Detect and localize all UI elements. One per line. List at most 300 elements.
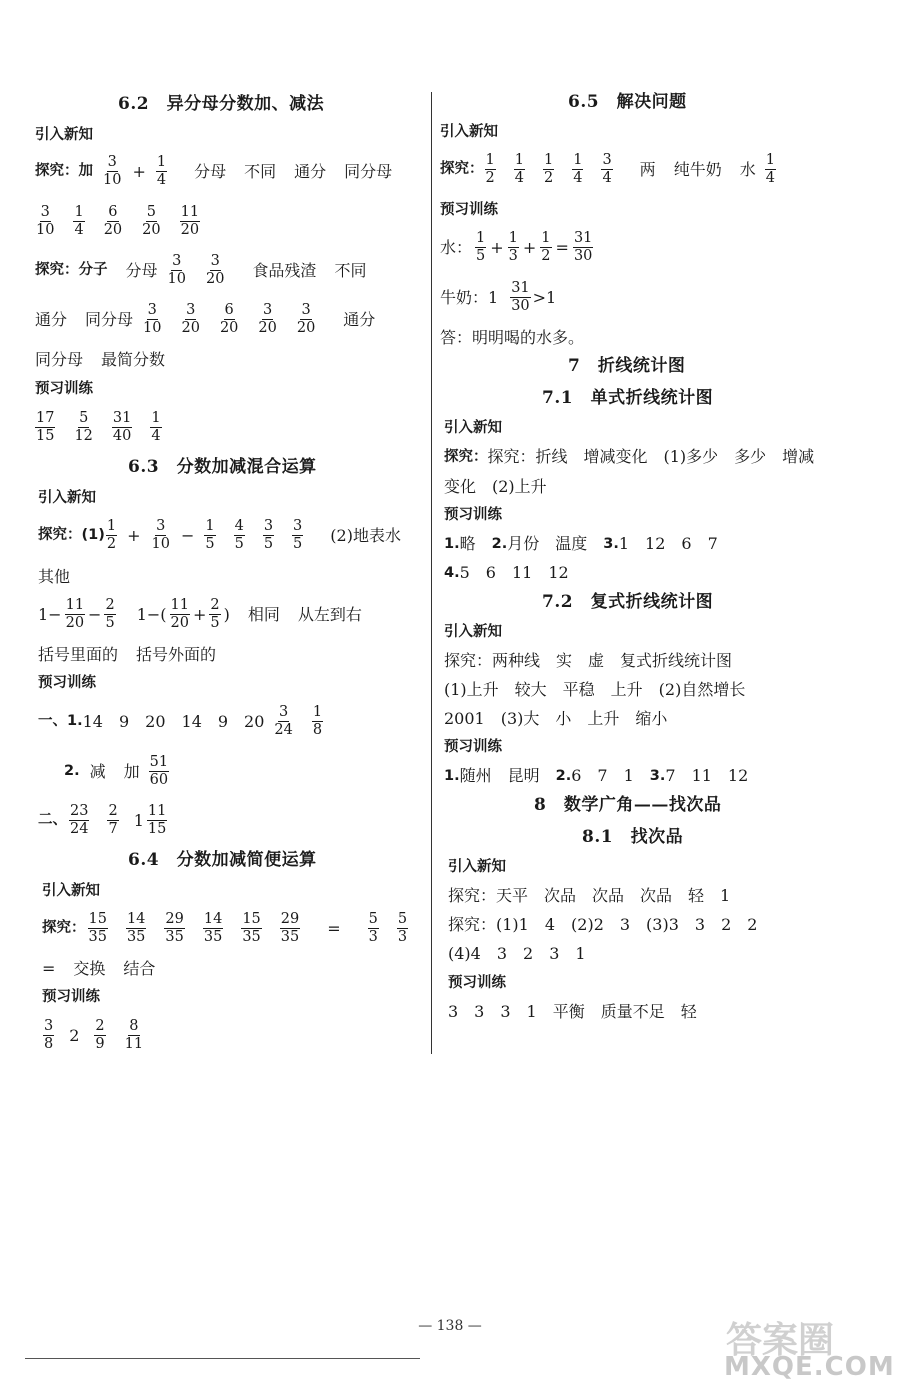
text-span: = (327, 918, 341, 938)
text-span: 9 (95, 1036, 105, 1053)
text-span: 答：明明喝的水多。 (440, 328, 585, 347)
text-span: 1 (765, 153, 776, 170)
text-span: 预习训练 (35, 381, 93, 397)
text-span: 14 (203, 912, 223, 929)
practice-heading (448, 976, 506, 991)
text-span: + (522, 237, 537, 257)
s63-row1 (38, 519, 401, 552)
fraction (170, 598, 190, 631)
text-span: 20 (170, 615, 189, 632)
text-span: 35 (88, 929, 107, 946)
s63-row7 (38, 804, 176, 837)
text-span: 3 (171, 254, 182, 271)
text-span: 1 (312, 705, 323, 722)
intro-heading (42, 884, 100, 899)
text-span: 引入新知 (38, 490, 96, 506)
text-span: 4 (74, 222, 84, 239)
text-span: 5 (78, 411, 89, 428)
text-span: 60 (149, 772, 169, 789)
fraction (164, 912, 184, 945)
text-span: 1 (106, 519, 117, 536)
text-span: 1 (475, 231, 486, 248)
fraction (292, 519, 303, 552)
text-span: 引入新知 (440, 124, 498, 140)
s71-row2 (444, 479, 547, 495)
text-span: 探究：(1)1 4 (2)2 3 (3)3 3 2 2 (448, 915, 758, 934)
fraction (205, 254, 225, 287)
text-span: 5 (476, 248, 486, 265)
footer-rule (25, 1358, 420, 1359)
text-span: 51 (149, 755, 169, 772)
s71-row1: 探究： 探究：折线 增减变化 (1)多少 多少 增减 (444, 447, 815, 466)
text-span: 纯牛奶 (673, 159, 722, 179)
text-span: + (132, 161, 146, 181)
s72-row2 (444, 682, 745, 698)
text-span: 3 (300, 303, 311, 320)
s81-row3 (448, 946, 586, 962)
fraction (69, 804, 89, 837)
text-span: 4 (514, 170, 524, 187)
text-span: 探究：加 (35, 163, 93, 180)
text-span: 3. (603, 535, 619, 552)
text-span: 7.2 复式折线统计图 (542, 592, 714, 612)
text-span: 1 (514, 153, 525, 170)
text-span: 4 (151, 428, 161, 445)
text-span: 月份 温度 (507, 534, 604, 553)
s63-row3 (38, 598, 362, 631)
text-span: 其他 (38, 567, 71, 586)
s81-row1 (448, 888, 730, 904)
fraction (104, 598, 115, 631)
fraction (107, 804, 118, 837)
text-span: = (555, 237, 569, 257)
fraction (510, 281, 530, 314)
text-span: 加 (123, 761, 140, 781)
text-span: 探究：分子 (35, 262, 108, 279)
text-span: 减 (89, 761, 106, 781)
fraction (126, 912, 146, 945)
text-span: 2 (107, 804, 118, 821)
fraction (142, 303, 162, 336)
text-span: 11 (170, 598, 190, 615)
page-number: — 138 — (418, 1318, 482, 1334)
fraction (43, 1019, 54, 1052)
text-span: 24 (274, 722, 293, 739)
text-span: 3 (292, 519, 303, 536)
text-span: 5 (293, 536, 303, 553)
text-span: 括号里面的 (38, 645, 119, 664)
text-span: 分母 (125, 260, 158, 280)
s65-answer (440, 330, 584, 346)
text-span: 3 (40, 205, 51, 222)
text-span: 8 数学广角——找次品 (534, 795, 722, 815)
s71-row3 (444, 536, 718, 552)
text-span: 20 (219, 320, 239, 337)
text-span: 35 (280, 929, 300, 946)
text-span: 2 (69, 1025, 80, 1045)
text-span: 14 9 20 14 9 20 (82, 711, 265, 731)
text-span: 5 (263, 536, 274, 553)
fraction (167, 254, 187, 287)
s64-row1 (42, 912, 417, 945)
fraction (273, 705, 293, 738)
text-span: 探究：两种线 实 虚 复式折线统计图 (444, 651, 733, 670)
chapter-7-title (568, 358, 685, 375)
fraction (241, 912, 261, 945)
text-span: 15 (36, 428, 55, 445)
text-span: 探究：折线 增减变化 (1)多少 多少 增减 (487, 447, 815, 466)
practice-heading (35, 382, 93, 397)
text-span: 17 (35, 411, 55, 428)
text-span: 1 (543, 153, 554, 170)
text-span: 分母 (194, 161, 227, 181)
text-span: 略 (459, 534, 492, 553)
s62-row1 (35, 155, 392, 188)
text-span: 引入新知 (35, 127, 93, 143)
fraction (112, 411, 132, 444)
text-span: + (192, 604, 207, 624)
intro-heading (38, 491, 96, 506)
text-span: 3 (397, 929, 408, 946)
text-span: 7 折线统计图 (568, 356, 686, 376)
fraction (65, 598, 85, 631)
fraction (601, 153, 612, 186)
text-span: 探究：(1) (38, 527, 105, 544)
text-span: 6.5 解决问题 (568, 92, 687, 112)
s65-row1 (440, 153, 785, 186)
text-span: 预习训练 (42, 989, 100, 1005)
text-span: 3 (43, 1019, 54, 1036)
s72-row3 (444, 711, 667, 727)
practice-heading (38, 676, 96, 691)
text-span: 11 (124, 1036, 144, 1053)
fraction (150, 519, 170, 552)
text-span: 29 (164, 912, 184, 929)
text-span: 结合 (123, 959, 156, 978)
fraction (540, 231, 551, 264)
fraction (35, 411, 55, 444)
text-span: 二、 (38, 812, 67, 829)
text-span: 3 (508, 248, 518, 265)
text-span: 7 11 12 (665, 766, 749, 785)
text-span: 5 (368, 912, 379, 929)
text-span: 20 (65, 615, 85, 632)
text-span: 同分母 (344, 161, 393, 181)
fraction (35, 205, 55, 238)
text-span: 同分母 (85, 309, 134, 329)
text-span: 20 (205, 271, 225, 288)
text-span: 4 (573, 170, 583, 187)
text-span: 3 (107, 155, 118, 172)
text-span: 7 (108, 821, 118, 838)
text-span: 20 (142, 222, 161, 239)
fraction (204, 519, 215, 552)
text-span: 3 (147, 303, 158, 320)
section-6-5-title (568, 94, 687, 111)
text-span: 1− (38, 604, 62, 624)
text-span: 探究： (440, 161, 484, 178)
text-span: 4. (444, 564, 460, 581)
text-span: 3 (263, 519, 274, 536)
s72-row4 (444, 768, 748, 784)
text-span: 1 12 6 7 (618, 534, 718, 553)
watermark-url: MXQE.COM (724, 1352, 895, 1382)
text-span: (2)地表水 (330, 525, 401, 545)
text-span: 不同 (334, 260, 367, 280)
text-span: 1 (540, 231, 551, 248)
section-6-4-title (128, 852, 317, 869)
s72-row1 (444, 653, 732, 669)
text-span: 2 (209, 598, 220, 615)
fraction (106, 519, 117, 552)
text-span: 20 (258, 320, 277, 337)
text-span: 通分 (35, 309, 68, 329)
text-span: 35 (126, 929, 146, 946)
fraction (219, 303, 239, 336)
text-span: + (127, 525, 141, 545)
fraction (485, 153, 496, 186)
text-span: 最简分数 (101, 350, 166, 369)
text-span: 8.1 找次品 (582, 827, 684, 847)
text-span: 20 (103, 222, 123, 239)
text-span: 14 (126, 912, 146, 929)
fraction (149, 755, 169, 788)
text-span: 随州 昆明 (459, 766, 556, 785)
fraction (508, 231, 519, 264)
text-span: 5 (397, 912, 408, 929)
fraction (765, 153, 776, 186)
text-span: 35 (242, 929, 261, 946)
text-span: 31 (573, 231, 593, 248)
fraction (368, 912, 379, 945)
fraction (475, 231, 486, 264)
text-span: >1 (532, 287, 557, 307)
text-span: 3 (278, 705, 289, 722)
watermark-mark: 答案圈 (726, 1320, 835, 1361)
text-span: 31 (510, 281, 530, 298)
text-span: 10 (36, 222, 55, 239)
text-span: 4 (602, 170, 612, 187)
text-span: ) (223, 604, 230, 624)
s65-row3 (440, 281, 556, 314)
text-span: 10 (151, 536, 170, 553)
s63-row2 (38, 569, 70, 585)
text-span: 1. (444, 535, 460, 552)
s81-row4 (448, 1004, 697, 1020)
text-span: 20 (181, 320, 200, 337)
text-span: 1 (150, 411, 161, 428)
text-span: 2 (541, 248, 551, 265)
text-span: 2 (94, 1019, 105, 1036)
text-span: 6 7 1 (571, 766, 650, 785)
chapter-8-title (534, 797, 721, 814)
section-7-1-title (542, 390, 713, 407)
s62-row4 (35, 303, 375, 336)
practice-heading (444, 508, 502, 523)
text-span: 3 (368, 929, 378, 946)
fraction (543, 153, 554, 186)
text-span: 引入新知 (444, 624, 502, 640)
fraction (572, 153, 583, 186)
text-span: 1 (204, 519, 215, 536)
s62-row3 (35, 254, 366, 287)
text-span: 11 (180, 205, 200, 222)
text-span: 29 (280, 912, 300, 929)
text-span: 30 (573, 248, 593, 265)
text-span: 1 (508, 231, 519, 248)
fraction (573, 231, 593, 264)
text-span: 8 (128, 1019, 139, 1036)
text-span: − (88, 604, 102, 624)
text-span: 预习训练 (38, 675, 96, 691)
text-span: 6 (224, 303, 235, 320)
text-span: 相同 (247, 604, 280, 624)
text-span: 2 (485, 170, 495, 187)
section-8-1-title (582, 829, 683, 846)
text-span: 水： (440, 237, 473, 257)
section-7-2-title (542, 594, 713, 611)
text-span: 5 (210, 615, 220, 632)
intro-heading (35, 128, 93, 143)
s64-row3 (34, 1019, 153, 1052)
fraction (263, 519, 274, 552)
text-span: 10 (103, 172, 122, 189)
text-span: 探究：天平 次品 次品 次品 轻 1 (448, 886, 731, 905)
text-span: 1−( (136, 604, 167, 624)
s62-row6 (26, 411, 171, 444)
fraction (296, 303, 316, 336)
text-span: 35 (203, 929, 223, 946)
column-divider (431, 92, 432, 1054)
text-span: 23 (69, 804, 89, 821)
text-span: 5 6 11 12 (459, 563, 569, 582)
text-span: 4 (234, 519, 245, 536)
text-span: 35 (165, 929, 184, 946)
text-span: 引入新知 (448, 859, 506, 875)
fraction (280, 912, 300, 945)
text-span: 12 (74, 428, 93, 445)
fraction (209, 598, 220, 631)
text-span: 7.1 单式折线统计图 (542, 388, 714, 408)
text-span: 牛奶：1 (440, 287, 499, 307)
text-span: 交换 (73, 959, 106, 978)
fraction (103, 205, 123, 238)
text-span: 1 (73, 205, 84, 222)
fraction (147, 804, 167, 837)
text-span: 食品残渣 (252, 260, 317, 280)
section-6-2-title (118, 96, 324, 113)
text-span: 8 (44, 1036, 54, 1053)
text-span: 4 (156, 172, 167, 189)
text-span: 11 (147, 804, 167, 821)
text-span: 3 (262, 303, 273, 320)
fraction (73, 411, 93, 444)
text-span: 20 (296, 320, 316, 337)
text-span: 5 (146, 205, 157, 222)
text-span: 括号外面的 (136, 645, 217, 664)
text-span: 3 (210, 254, 221, 271)
text-span: 预习训练 (444, 739, 502, 755)
text-span: 2 (543, 170, 554, 187)
intro-heading (448, 860, 506, 875)
fraction (312, 705, 323, 738)
text-span: 6.3 分数加减混合运算 (128, 457, 317, 477)
text-span: 6.4 分数加减简便运算 (128, 850, 317, 870)
text-span: 同分母 (35, 350, 84, 369)
text-span: 5 (234, 536, 244, 553)
text-span: 通分 (294, 161, 327, 181)
text-span: 2 (104, 598, 115, 615)
text-span: 2. (64, 763, 80, 780)
text-span: 水 (739, 159, 756, 179)
text-span: 1 (485, 153, 496, 170)
fraction (156, 155, 167, 188)
section-6-3-title (128, 459, 317, 476)
text-span: 引入新知 (444, 420, 502, 436)
text-span: 10 (143, 320, 162, 337)
text-span: 不同 (244, 161, 277, 181)
text-span: 2 (106, 536, 117, 553)
fraction (203, 912, 223, 945)
fraction (124, 1019, 144, 1052)
fraction (257, 303, 277, 336)
text-span: 6 (107, 205, 118, 222)
text-span: 15 (241, 912, 261, 929)
text-span: 3. (649, 767, 666, 784)
text-span: 15 (147, 821, 167, 838)
fraction (234, 519, 245, 552)
text-span: 1 (156, 155, 167, 172)
intro-heading (440, 125, 498, 140)
text-span: 引入新知 (42, 883, 100, 899)
text-span: 两 (639, 159, 656, 179)
s71-row4 (444, 565, 569, 581)
intro-heading (444, 421, 502, 436)
text-span: 2. (491, 535, 508, 552)
s65-row2 (440, 231, 596, 264)
fraction (180, 205, 200, 238)
s63-row6 (64, 755, 178, 788)
practice-heading (440, 203, 498, 218)
text-span: 4 (765, 170, 775, 187)
fraction (180, 303, 200, 336)
fraction (514, 153, 525, 186)
fraction (102, 155, 122, 188)
text-span: 变化 (2)上升 (444, 477, 547, 496)
practice-heading (42, 990, 100, 1005)
text-span: 11 (65, 598, 85, 615)
text-span: 通分 (343, 309, 376, 329)
text-span: 31 (112, 411, 132, 428)
text-span: 10 (167, 271, 186, 288)
text-span: 5 (205, 536, 215, 553)
text-span: 1. (444, 767, 460, 784)
text-span: (4)4 3 2 3 1 (448, 944, 586, 963)
s63-row4 (38, 647, 216, 663)
intro-heading (444, 625, 502, 640)
text-span: 一、1. (38, 713, 83, 730)
text-span: 1 (133, 810, 144, 830)
text-span: 6.2 异分母分数加、减法 (118, 94, 325, 114)
text-span: 2001 (3)大 小 上升 缩小 (444, 709, 668, 728)
watermark-logo (720, 1312, 895, 1384)
text-span: (1)上升 较大 平稳 上升 (2)自然增长 (444, 680, 746, 699)
text-span: 8 (312, 722, 323, 739)
s62-row5 (35, 352, 165, 368)
text-span: − (180, 525, 195, 545)
fraction (150, 411, 161, 444)
text-span: 3 (155, 519, 166, 536)
